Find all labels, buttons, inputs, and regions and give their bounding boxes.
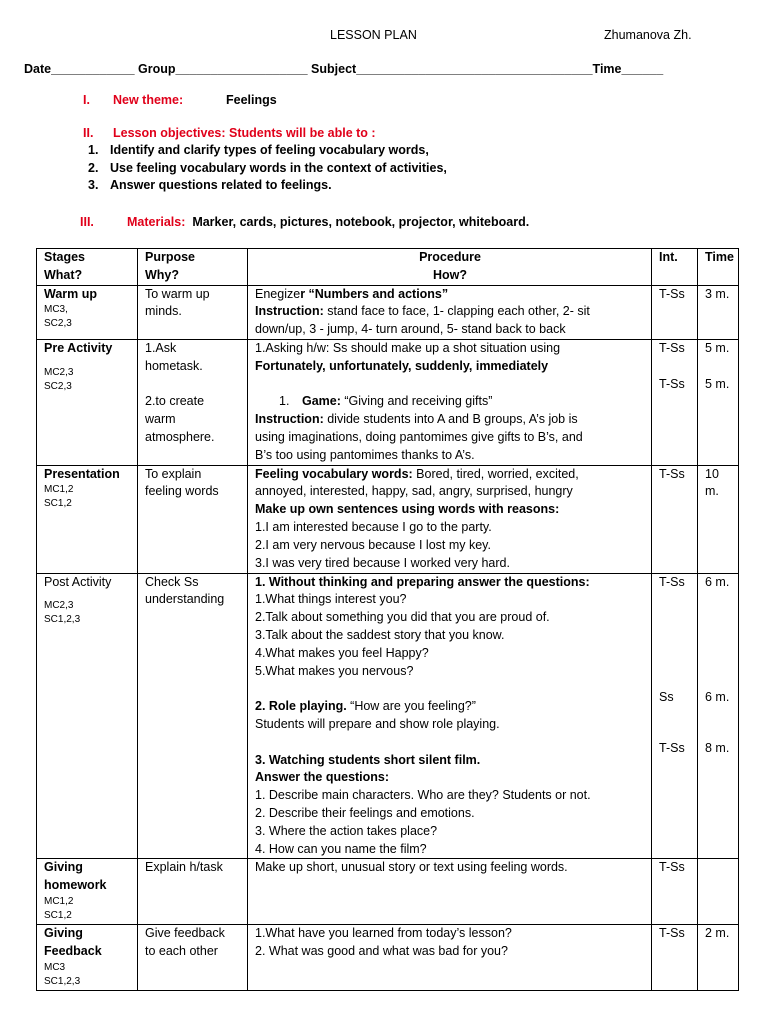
procedure-text: 5.What makes you nervous? [255, 663, 414, 678]
stage-cell [37, 339, 138, 465]
procedure-text: down/up, 3 - jump, 4- turn around, 5- stand back to back [255, 322, 566, 337]
purpose-text: 2.to create [145, 394, 205, 409]
stage-name: Pre Activity [44, 340, 113, 355]
purpose-text: Give feedback [145, 926, 225, 941]
header-purpose [138, 249, 248, 286]
procedure-text: 3. Watching students short silent film. [255, 752, 481, 767]
int-cell [652, 925, 698, 991]
procedure-text: Fortunately, unfortunately, suddenly, immediately [255, 358, 549, 373]
competency-codes: MC1,2 [44, 484, 74, 496]
stage-name: Presentation [44, 466, 120, 481]
purpose-cell [138, 859, 248, 925]
purpose-cell [138, 925, 248, 991]
procedure-text: 1. Without thinking and preparing answer the questions: [255, 574, 590, 589]
header-label: Procedure [419, 250, 481, 264]
procedure-label: Instruction: [255, 304, 324, 319]
procedure-cell [248, 925, 652, 991]
item-number: 2. [88, 160, 99, 175]
purpose-text: to each other [145, 944, 218, 959]
table-row [37, 339, 739, 465]
procedure-text: 1.I am interested because I go to the party. [255, 519, 492, 534]
procedure-text: Make up own sentences using words with reasons: [255, 502, 560, 517]
interaction-value: T-Ss [659, 741, 685, 756]
header-sublabel: What? [44, 267, 83, 282]
table-row [37, 925, 739, 991]
item-text: Use feeling vocabulary words in the context of activities, [110, 160, 447, 175]
procedure-text: 4.What makes you feel Happy? [255, 645, 429, 660]
item-number: 3. [88, 178, 99, 192]
list-item [88, 177, 447, 195]
objectives-list [88, 142, 447, 195]
table-row [37, 573, 739, 859]
int-cell [652, 573, 698, 859]
purpose-text: atmosphere. [145, 429, 215, 444]
procedure-cell [248, 465, 652, 573]
section-label: New theme: [113, 93, 184, 107]
procedure-text: 2.Talk about something you did that you are proud of. [255, 610, 550, 625]
competency-codes: MC3 [44, 961, 66, 973]
section-number: I. [83, 93, 90, 107]
competency-codes: SC1,2,3 [44, 614, 81, 626]
competency-codes: SC2,3 [44, 380, 72, 392]
procedure-cell [248, 859, 652, 925]
header-procedure [248, 249, 652, 286]
stage-name: Giving [44, 926, 83, 941]
stage-cell [37, 925, 138, 991]
stage-cell [37, 285, 138, 339]
stage-name: Feedback [44, 944, 102, 959]
purpose-cell [138, 573, 248, 859]
date-group-subject-line: Date____________ Group___________________ Subject__________________________________Time______ [24, 62, 664, 76]
competency-codes: SC1,2 [44, 498, 72, 510]
header-label: Stages [44, 250, 85, 264]
stage-name: Warm up [44, 286, 98, 301]
procedure-label: 2. Role playing. [255, 699, 347, 714]
int-cell [652, 285, 698, 339]
time-value: 5 m. [705, 340, 730, 355]
procedure-text: Students will prepare and show role playing. [255, 716, 500, 731]
header-label: Purpose [145, 250, 196, 264]
purpose-text: warm [145, 412, 176, 427]
procedure-text: divide students into A and B groups, A’s job is [323, 412, 578, 427]
header-sublabel: How? [432, 267, 468, 282]
purpose-cell [138, 285, 248, 339]
procedure-text: Answer the questions: [255, 770, 390, 785]
int-cell [652, 465, 698, 573]
time-cell [698, 859, 739, 925]
section-number: II. [83, 126, 94, 140]
interaction-value: T-Ss [659, 860, 685, 875]
item-text: Identify and clarify types of feeling vocabulary words, [110, 143, 429, 157]
purpose-text: minds. [145, 304, 182, 319]
interaction-value: Ss [659, 690, 674, 705]
stage-name: homework [44, 878, 107, 893]
header-label: Int. [659, 250, 678, 264]
purpose-text: understanding [145, 592, 225, 607]
competency-codes: SC1,2 [44, 909, 72, 921]
list-item [88, 160, 447, 178]
procedure-text: B’s too using pantomimes thanks to A’s. [255, 447, 475, 462]
stage-cell [37, 859, 138, 925]
time-value: 6 m. [705, 574, 730, 589]
procedure-text: 3.I was very tired because I worked very hard. [255, 555, 510, 570]
theme-value: Feelings [226, 93, 277, 107]
time-value: 2 m. [705, 926, 730, 941]
procedure-text: “Giving and receiving gifts” [340, 394, 493, 409]
purpose-text: To explain [145, 466, 202, 481]
table-row [37, 465, 739, 573]
header-time [698, 249, 739, 286]
section-theme [83, 92, 277, 110]
procedure-text: 1. Describe main characters. Who are they? Students or not. [255, 788, 591, 803]
lesson-plan-table [36, 248, 739, 991]
time-value: 8 m. [705, 741, 730, 756]
interaction-value: T-Ss [659, 466, 685, 481]
purpose-cell [138, 339, 248, 465]
competency-codes: SC1,2,3 [44, 975, 81, 987]
procedure-cell [248, 285, 652, 339]
procedure-text: 1.What things interest you? [255, 592, 407, 607]
procedure-cell [248, 573, 652, 859]
int-cell [652, 339, 698, 465]
time-value: 3 m. [705, 286, 730, 301]
procedure-label: Game: [302, 394, 341, 409]
procedure-text: Bored, tired, worried, excited, [412, 466, 579, 481]
list-item [88, 142, 447, 160]
time-cell [698, 573, 739, 859]
interaction-value: T-Ss [659, 926, 685, 941]
materials-value: Marker, cards, pictures, notebook, projector, whiteboard. [192, 215, 530, 229]
purpose-text: feeling words [145, 484, 219, 499]
page-title: LESSON PLAN [330, 28, 417, 42]
purpose-text: 1.Ask [145, 340, 177, 355]
procedure-text: annoyed, interested, happy, sad, angry, surprised, hungry [255, 484, 573, 499]
procedure-label: Feeling vocabulary words: [255, 466, 413, 481]
purpose-text: hometask. [145, 358, 203, 373]
time-cell [698, 465, 739, 573]
procedure-text: “How are you feeling?” [346, 699, 476, 714]
purpose-cell [138, 465, 248, 573]
time-cell [698, 339, 739, 465]
procedure-text: 1.Asking h/w: Ss should make up a shot situation using [255, 340, 561, 355]
time-cell [698, 925, 739, 991]
procedure-text: 3.Talk about the saddest story that you know. [255, 627, 505, 642]
competency-codes: SC2,3 [44, 318, 72, 330]
procedure-text: 4. How can you name the film? [255, 841, 427, 856]
purpose-text: Check Ss [145, 574, 199, 589]
competency-codes: MC3, [44, 304, 68, 316]
time-cell [698, 285, 739, 339]
section-label: Materials: [127, 215, 186, 229]
item-number: 1. [88, 143, 99, 157]
procedure-text: r “Numbers and actions” [300, 286, 449, 301]
competency-codes: MC1,2 [44, 895, 74, 907]
header-sublabel: Why? [145, 267, 180, 282]
procedure-text: stand face to face, 1- clapping each other, 2- sit [323, 304, 590, 319]
procedure-cell [248, 339, 652, 465]
time-value: 10 m. [705, 466, 719, 499]
procedure-text: Make up short, unusual story or text using feeling words. [255, 860, 568, 875]
table-row [37, 285, 739, 339]
procedure-text: 2.I am very nervous because I lost my key. [255, 537, 491, 552]
interaction-value: T-Ss [659, 340, 685, 355]
stage-name: Post Activity [44, 574, 112, 589]
procedure-text: 2. What was good and what was bad for you? [255, 944, 508, 959]
procedure-text: 3. Where the action takes place? [255, 823, 438, 838]
procedure-text: Enegize [255, 286, 301, 301]
time-value: 5 m. [705, 376, 730, 391]
procedure-text: using imaginations, doing pantomimes give gifts to B’s, and [255, 429, 583, 444]
section-materials [80, 214, 529, 232]
header-stages [37, 249, 138, 286]
competency-codes: MC2,3 [44, 366, 74, 378]
interaction-value: T-Ss [659, 574, 685, 589]
int-cell [652, 859, 698, 925]
header-label: Time [705, 250, 734, 264]
stage-cell [37, 465, 138, 573]
interaction-value: T-Ss [659, 286, 685, 301]
author-name: Zhumanova Zh. [604, 28, 692, 42]
procedure-text: 2. Describe their feelings and emotions. [255, 805, 475, 820]
section-objectives [83, 125, 376, 143]
section-label: Lesson objectives: Students will be able to : [113, 126, 376, 140]
competency-codes: MC2,3 [44, 600, 74, 612]
item-text: Answer questions related to feelings. [110, 178, 332, 192]
table-header-row [37, 249, 739, 286]
stage-cell [37, 573, 138, 859]
procedure-label: Instruction: [255, 412, 324, 427]
header-int [652, 249, 698, 286]
item-number: 1. [279, 394, 290, 409]
section-number: III. [80, 215, 94, 229]
table-row [37, 859, 739, 925]
purpose-text: Explain h/task [145, 860, 223, 875]
stage-name: Giving [44, 860, 83, 875]
procedure-text: 1.What have you learned from today’s lesson? [255, 926, 512, 941]
purpose-text: To warm up [145, 286, 210, 301]
time-value: 6 m. [705, 690, 730, 705]
interaction-value: T-Ss [659, 376, 685, 391]
